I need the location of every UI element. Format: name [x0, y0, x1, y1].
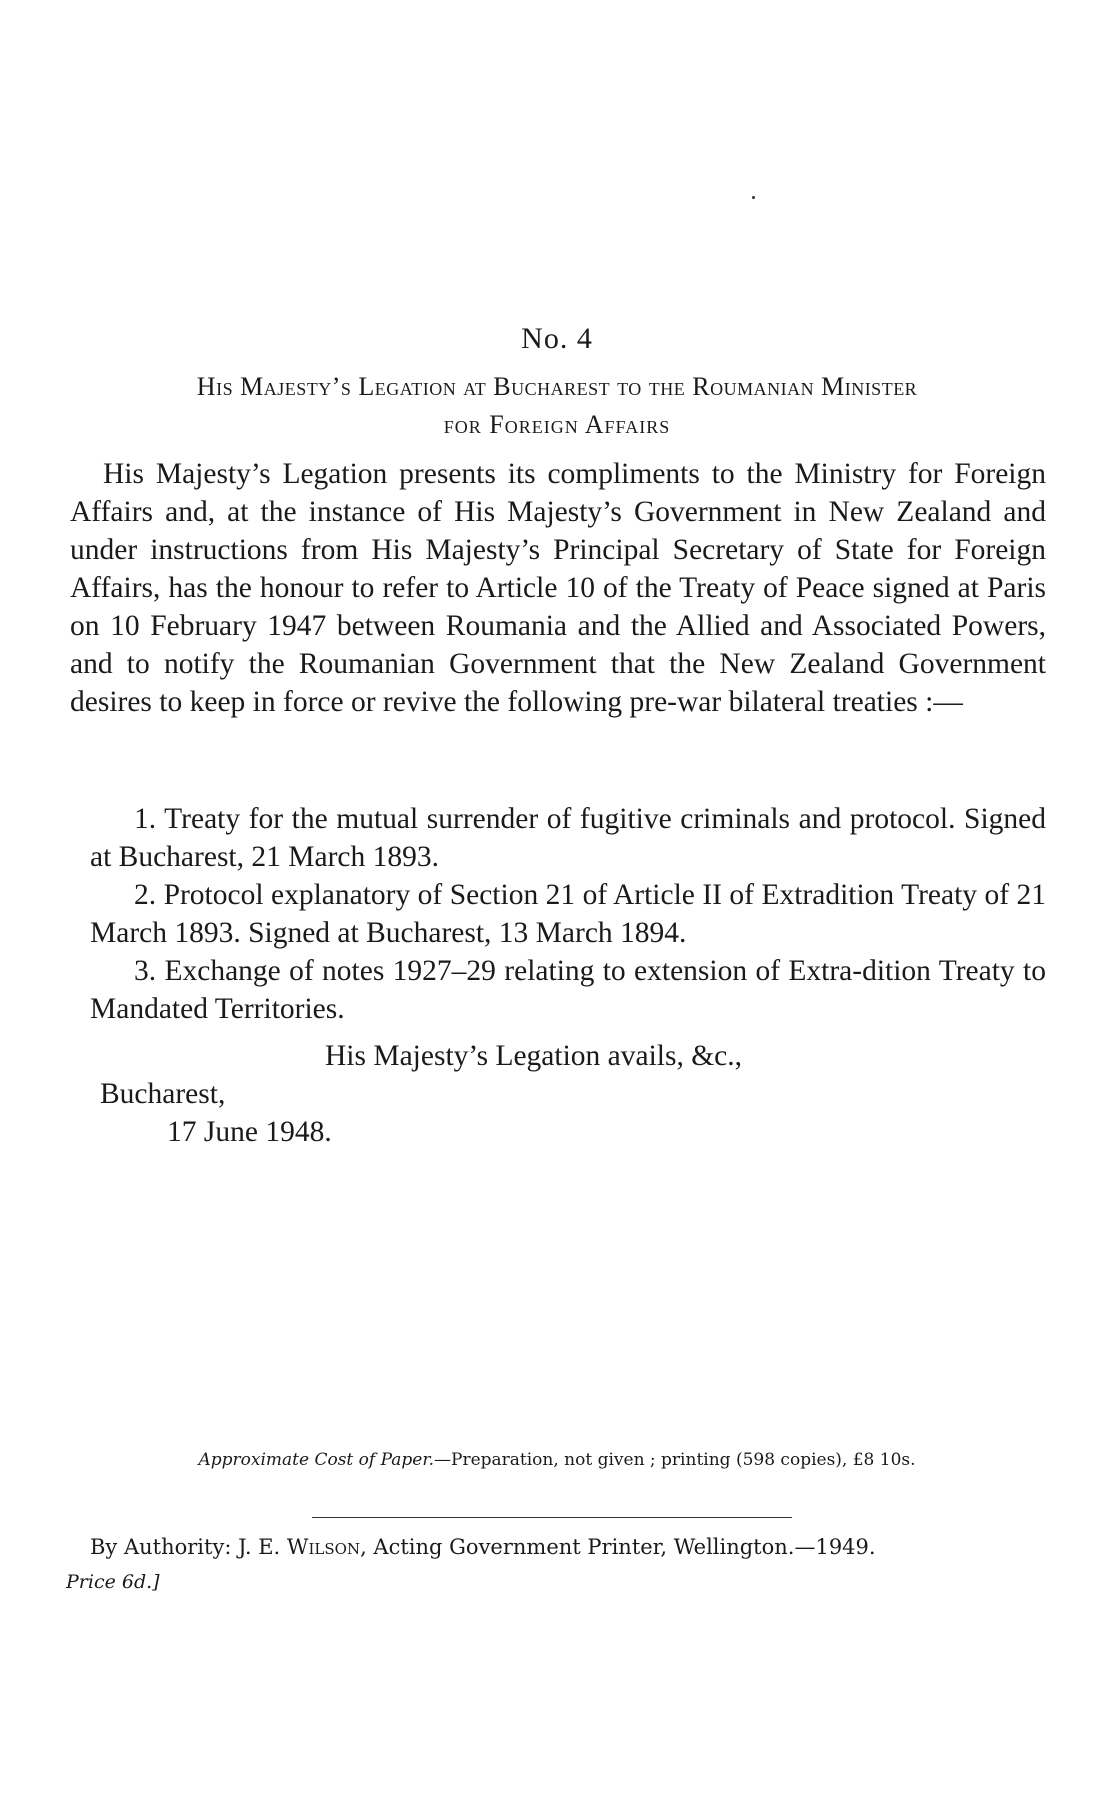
speck-mark	[752, 196, 755, 199]
place-line: Bucharest,	[100, 1078, 226, 1110]
treaty-item-3: 3. Exchange of notes 1927–29 relating to extension of Extra-dition Treaty to Mandated Territories.	[90, 955, 1046, 1025]
printer-authority	[90, 1535, 1030, 1559]
cost-note	[70, 1450, 1044, 1470]
treaty-list	[90, 800, 1046, 1028]
authority-suffix: , Acting Government Printer, Wellington.—1949.	[360, 1535, 876, 1559]
heading-line-1: His Majesty’s Legation at Bucharest to the Roumanian Minister	[196, 372, 918, 401]
heading-line-2: for Foreign Affairs	[443, 410, 671, 439]
price-note: Price 6d.]	[66, 1571, 160, 1593]
cost-text: —Preparation, not given ; printing (598 copies), £8 10s.	[434, 1450, 916, 1470]
authority-prefix: By Authority: J. E.	[90, 1535, 287, 1559]
printer-name: Wilson	[286, 1535, 361, 1559]
treaty-item-1: 1. Treaty for the mutual surrender of fugitive criminals and protocol. Signed at Bucharest, 21 March 1893.	[90, 803, 1046, 873]
date-line: 17 June 1948.	[167, 1116, 332, 1148]
document-number: No. 4	[521, 322, 593, 355]
cost-label: Approximate Cost of Paper.	[198, 1450, 434, 1470]
footer-rule	[312, 1517, 792, 1518]
intro-paragraph-block	[70, 455, 1046, 721]
closing-line: His Majesty’s Legation avails, &c.,	[325, 1040, 743, 1072]
intro-paragraph: His Majesty’s Legation presents its compliments to the Ministry for Foreign Affairs and, at the instance of His Majesty’s Government in New Zealand and under instructions from His Majesty’s Principal Secretary of State for Foreign Affairs, has the honour to refer to Article 10 of the Treaty of Peace signed at Paris on 10 February 1947 between Roumania and the Allied and Associated Powers, and to notify the Roumanian Government that the New Zealand Government desires to keep in force or revive the following pre-war bilateral treaties :—	[70, 458, 1046, 718]
treaty-item-2: 2. Protocol explanatory of Section 21 of Article II of Extradition Treaty of 21 March 1893. Signed at Bucharest, 13 March 1894.	[90, 879, 1046, 949]
